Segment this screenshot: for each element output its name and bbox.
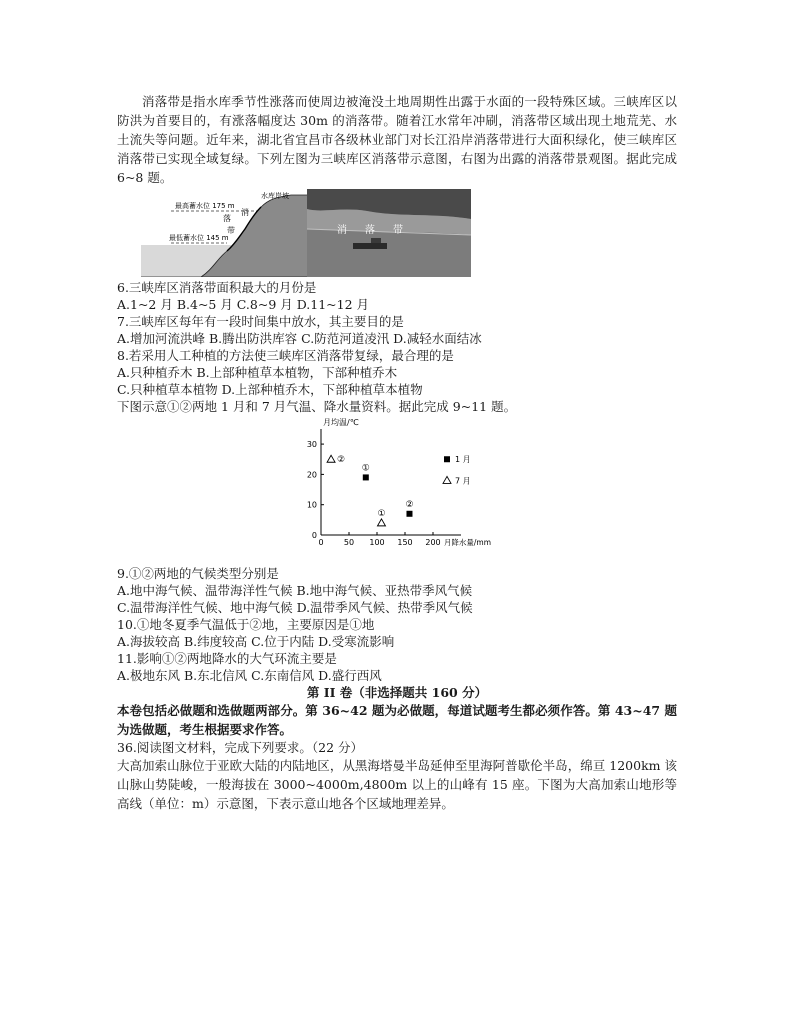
x-tick-label: 0 — [318, 538, 324, 547]
q8-options-1: A.只种植乔木 B.上部种植草本植物，下部种植乔木 — [117, 365, 398, 380]
drawdown-zone-diagram — [141, 189, 313, 277]
landscape-photo — [307, 189, 471, 277]
x-tick-label: 100 — [369, 538, 385, 547]
q36-stem: 36.阅读图文材料，完成下列要求。（22 分） — [117, 740, 364, 755]
legend-jan-marker — [444, 456, 450, 462]
q6-options: A.1~2 月 B.4~5 月 C.8~9 月 D.11~12 月 — [117, 297, 370, 312]
y-tick-label: 30 — [306, 440, 317, 450]
q7-options: A.增加河流洪峰 B.腾出防洪库容 C.防范河道凌汛 D.减轻水面结冰 — [117, 331, 482, 346]
point-label: ① — [377, 508, 386, 519]
x-tick-label: 50 — [343, 538, 355, 547]
q7-stem: 7.三峡库区每年有一段时间集中放水，其主要目的是 — [117, 314, 404, 329]
x-axis-label: 月降水量/mm — [443, 538, 491, 547]
point-label: ① — [361, 463, 370, 474]
y-tick-label: 10 — [306, 500, 317, 510]
y-tick-label: 20 — [306, 470, 317, 480]
q8-stem: 8.若采用人工种植的方法使三峡库区消落带复绿，最合理的是 — [117, 348, 454, 363]
bank-label: 水库岸坡 — [261, 191, 289, 200]
q9-options-2: C.温带海洋性气候、地中海气候 D.温带季风气候、热带季风气候 — [117, 600, 473, 615]
q9-stem: 9.①②两地的气候类型分别是 — [117, 566, 279, 581]
zone-char-3: 带 — [227, 226, 235, 235]
q10-stem: 10.①地冬夏季气温低于②地，主要原因是①地 — [117, 617, 375, 632]
point-label: ② — [337, 455, 346, 466]
part2-title: 第 II 卷（非选择题共 160 分） — [306, 685, 488, 700]
zone-char-2: 落 — [223, 214, 231, 223]
high-level-label: 最高蓄水位 175 m — [175, 201, 235, 210]
low-level-label: 最低蓄水位 145 m — [169, 233, 229, 242]
y-tick-label: 0 — [311, 531, 317, 540]
intro-2: 下图示意①②两地 1 月和 7 月气温、降水量资料。据此完成 9~11 题。 — [117, 399, 517, 414]
q36-material: 大高加索山脉位于亚欧大陆的内陆地区，从黑海塔曼半岛延伸至里海阿普歇伦半岛，绵亘 1200km 该山脉山势陡峻，一般海拔在 3000~4000m,4800m 以上的山峰有 15 座。下图为大高加索山地形等高线（单位：m）示意图，下表示意山地各个区域地理差异。 — [117, 758, 677, 811]
jan-point-marker — [406, 511, 412, 517]
photo-zone-char-2: 落 — [365, 225, 375, 236]
photo-zone-char-3: 带 — [393, 225, 403, 236]
photo-zone-char-1: 消 — [337, 225, 347, 236]
point-label: ② — [405, 499, 414, 510]
climate-scatter-chart — [285, 417, 495, 563]
climate-chart-container — [117, 417, 677, 563]
q11-options: A.极地东风 B.东北信风 C.东南信风 D.盛行西风 — [117, 668, 382, 683]
x-tick-label: 150 — [397, 538, 413, 547]
legend-jul-marker — [443, 476, 451, 483]
zone-char-1: 消 — [241, 208, 249, 217]
part2-note: 本卷包括必做题和选做题两部分。第 36~42 题为必做题，每道试题考生都必须作答。第 43~47 题为选做题，考生根据要求作答。 — [117, 703, 677, 737]
q6-stem: 6.三峡库区消落带面积最大的月份是 — [117, 280, 317, 295]
jul-point-marker — [377, 519, 385, 526]
jan-point-marker — [363, 474, 369, 480]
intro-paragraph: 消落带是指水库季节性涨落而使周边被淹没土地周期性出露于水面的一段特殊区域。三峡库区以防洪为首要目的，有涨落幅度达 30m 的消落带。随着江水常年冲刷，消落带区域出现土地荒芜、水土流失等问题。近年来，湖北省宜昌市各级林业部门对长江沿岸消落带进行大面积绿化，使三峡库区消落带已实现全域复绿。下列左图为三峡库区消落带示意图，右图为出露的消落带景观图。据此完成 6~8 题。 — [117, 94, 677, 185]
y-axis-label: 月均温/℃ — [323, 418, 359, 427]
x-tick-label: 200 — [425, 538, 441, 547]
legend-jul-label: 7 月 — [455, 476, 471, 486]
q10-options: A.海拔较高 B.纬度较高 C.位于内陆 D.受寒流影响 — [117, 634, 395, 649]
exam-page — [117, 92, 677, 813]
q11-stem: 11.影响①②两地降水的大气环流主要是 — [117, 651, 337, 666]
figure-row — [117, 189, 677, 279]
jul-point-marker — [327, 455, 335, 462]
q8-options-2: C.只种植草本植物 D.上部种植乔木，下部种植草本植物 — [117, 382, 423, 397]
boat — [353, 243, 387, 249]
q9-options-1: A.地中海气候、温带海洋性气候 B.地中海气候、亚热带季风气候 — [117, 583, 473, 598]
legend-jan-label: 1 月 — [455, 455, 471, 465]
